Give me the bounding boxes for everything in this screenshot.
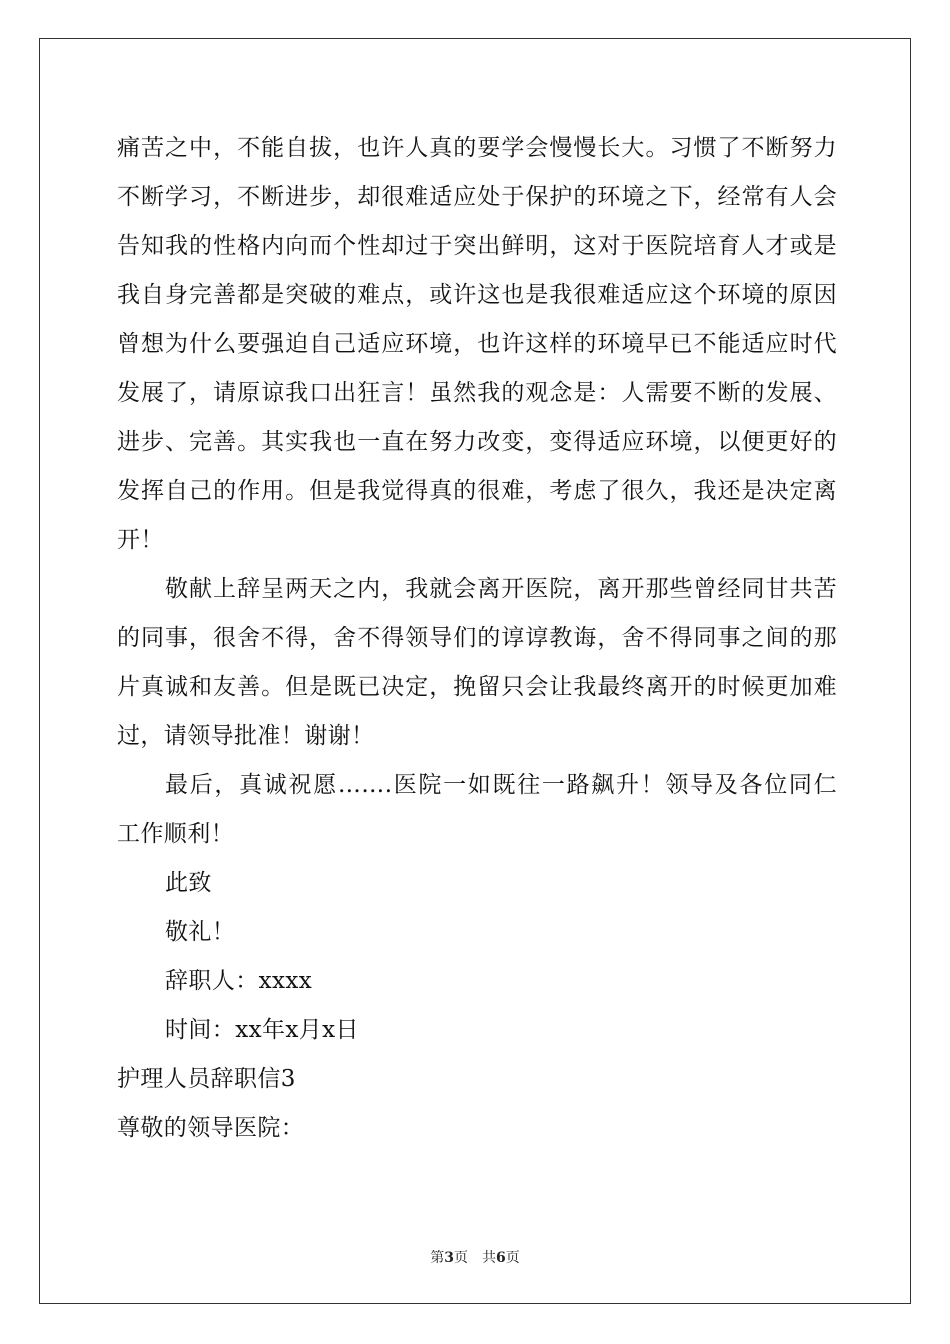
total-page-number: 6 xyxy=(496,1250,506,1266)
text-line: 最后，真诚祝愿…….医院一如既往一路飙升！领导及各位同仁 xyxy=(165,772,837,798)
letter-greeting: 尊敬的领导医院： xyxy=(117,1115,305,1141)
text-line: 片真诚和友善。但是既已决定，挽留只会让我最终离开的时候更加难 xyxy=(117,674,837,700)
letter-title: 护理人员辞职信3 xyxy=(117,1066,296,1092)
closing-block xyxy=(117,859,837,1055)
text-line: 不断学习，不断进步，却很难适应处于保护的环境之下，经常有人会 xyxy=(117,184,837,210)
next-letter xyxy=(117,1055,837,1153)
page-prefix: 第 xyxy=(430,1250,445,1266)
paragraph-1 xyxy=(117,124,837,565)
text-line: 开！ xyxy=(117,527,164,553)
letter-date: 时间：xx年x月x日 xyxy=(165,1017,359,1043)
text-line: 进步、完善。其实我也一直在努力改变，变得适应环境，以便更好的 xyxy=(117,429,837,455)
text-line: 敬献上辞呈两天之内，我就会离开医院，离开那些曾经同甘共苦 xyxy=(165,576,837,602)
paragraph-3 xyxy=(117,761,837,859)
total-suffix: 页 xyxy=(505,1250,520,1266)
text-line: 发挥自己的作用。但是我觉得真的很难，考虑了很久，我还是决定离 xyxy=(117,478,837,504)
current-page-number: 3 xyxy=(444,1250,454,1266)
text-line: 发展了，请原谅我口出狂言！虽然我的观念是：人需要不断的发展、 xyxy=(117,380,837,406)
text-line: 的同事，很舍不得，舍不得领导们的谆谆教诲，舍不得同事之间的那 xyxy=(117,625,837,651)
salutation-jingli: 敬礼！ xyxy=(165,919,236,945)
salutation-cizhi: 此致 xyxy=(165,870,212,896)
text-line: 过，请领导批准！谢谢！ xyxy=(117,723,375,749)
total-prefix: 共 xyxy=(482,1250,496,1266)
text-line: 曾想为什么要强迫自己适应环境，也许这样的环境早已不能适应时代 xyxy=(117,331,837,357)
text-line: 我自身完善都是突破的难点，或许这也是我很难适应这个环境的原因 xyxy=(117,282,837,308)
text-line: 工作顺利！ xyxy=(117,821,234,847)
page-suffix: 页 xyxy=(454,1250,468,1266)
text-line: 痛苦之中，不能自拔，也许人真的要学会慢慢长大。习惯了不断努力 xyxy=(117,135,837,161)
resigner-signature: 辞职人：xxxx xyxy=(165,968,313,994)
text-line: 告知我的性格内向而个性却过于突出鲜明，这对于医院培育人才或是 xyxy=(117,233,837,259)
document-body xyxy=(117,124,837,1153)
page-footer xyxy=(0,1247,950,1267)
paragraph-2 xyxy=(117,565,837,761)
